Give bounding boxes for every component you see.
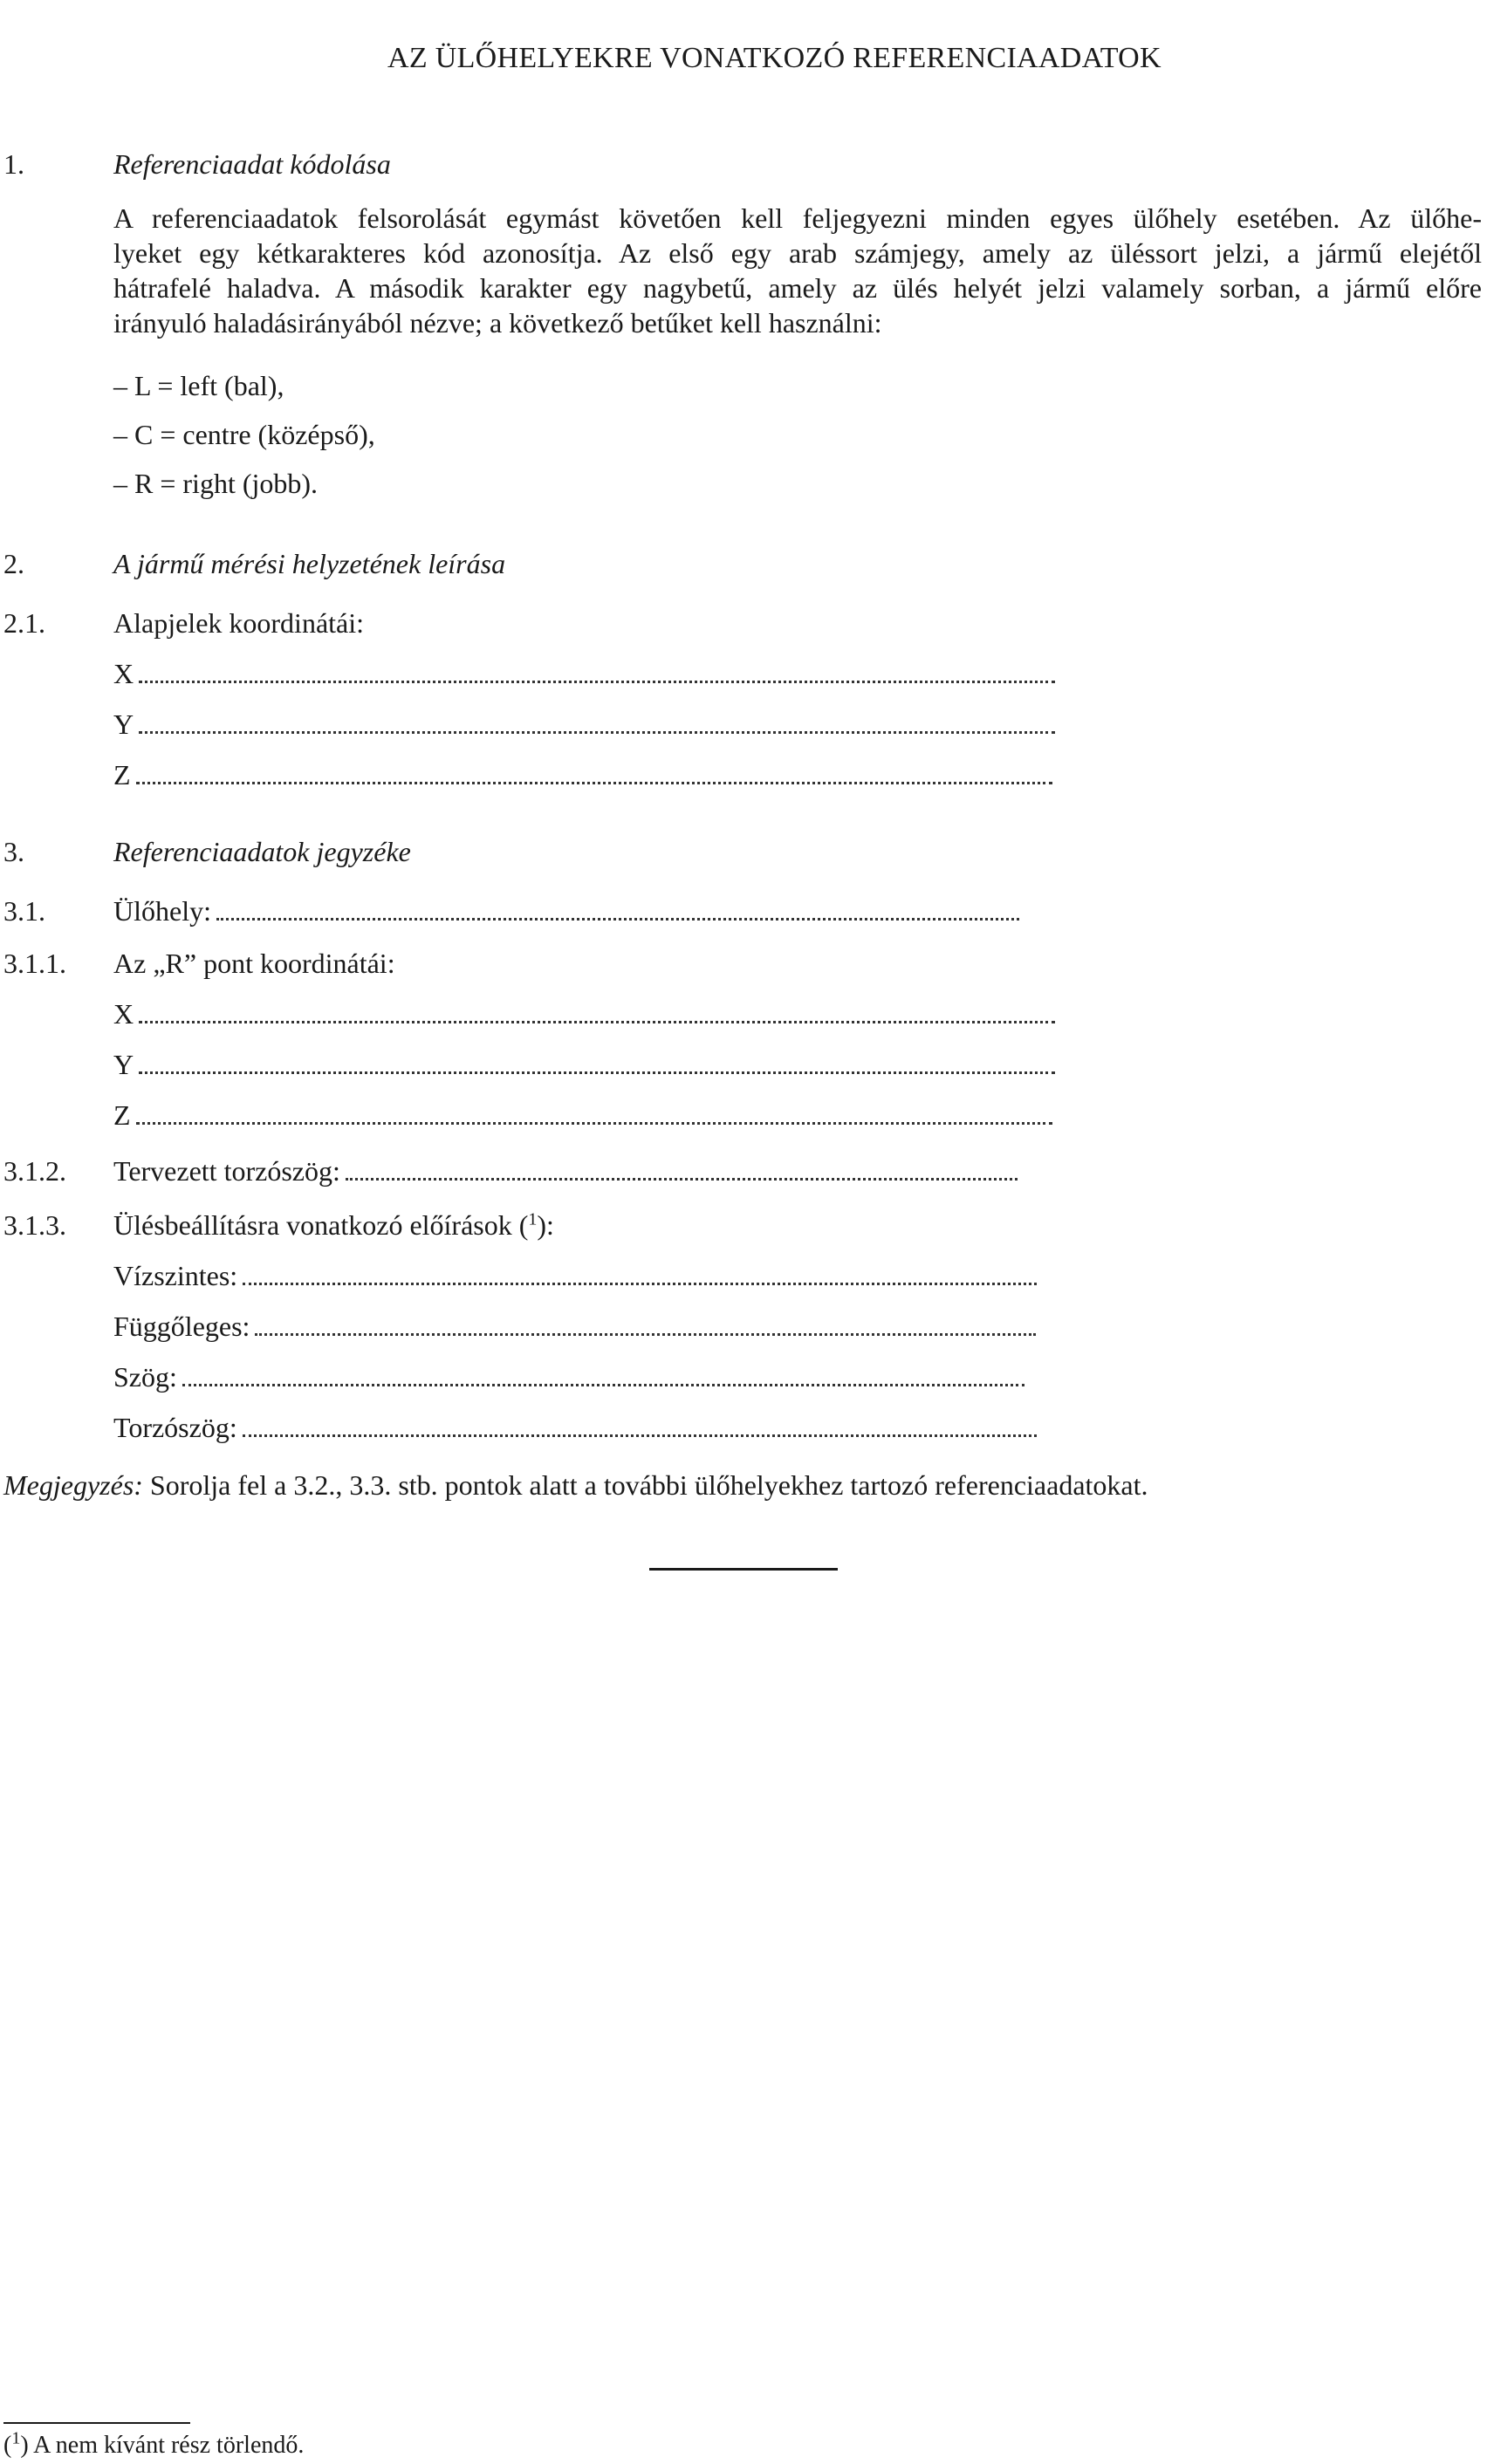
dotted-fill — [216, 893, 1019, 921]
paragraph-line: irányuló haladásirányából nézve; a következő betűket kell használni: — [113, 307, 882, 339]
section-2-1-label: Alapjelek koordinátái: — [113, 607, 365, 639]
dotted-fill — [139, 656, 1055, 683]
footnote-rule — [3, 2422, 190, 2424]
seat-label: Ülőhely: — [113, 895, 211, 927]
section-2-heading: A jármű mérési helyzetének leírása — [113, 548, 506, 579]
adjust-label: Torzószög: — [113, 1412, 237, 1443]
section-3-1-1-number: 3.1.1. — [3, 948, 66, 979]
note — [3, 1468, 1148, 1502]
vertical-field — [113, 1309, 1065, 1344]
dotted-fill — [243, 1410, 1037, 1437]
base-z-field — [113, 757, 1065, 792]
label-tail: ): — [537, 1209, 554, 1241]
section-2-number: 2. — [3, 548, 24, 579]
adjust-label: Függőleges: — [113, 1311, 250, 1342]
adjust-label: Vízszintes: — [113, 1260, 238, 1291]
section-1-paragraph — [113, 201, 1482, 340]
footnote-number: 1 — [11, 2428, 21, 2448]
note-text: Sorolja fel a 3.2., 3.3. stb. pontok alatt a további ülőhelyekhez tartozó referenciaadatokat. — [142, 1469, 1148, 1501]
section-3-number: 3. — [3, 836, 24, 867]
end-rule — [649, 1568, 838, 1571]
section-3-1-1-label: Az „R” pont koordinátái: — [113, 948, 395, 979]
coord-label: X — [113, 658, 134, 689]
coord-label: X — [113, 998, 134, 1030]
dotted-fill — [136, 1098, 1052, 1125]
dotted-fill — [139, 996, 1055, 1023]
section-3-heading: Referenciaadatok jegyzéke — [113, 836, 411, 867]
horizontal-field — [113, 1258, 1065, 1293]
seat-field — [113, 893, 1065, 928]
torso-field — [113, 1410, 1065, 1445]
adjust-label: Szög: — [113, 1361, 177, 1393]
footnote-text: A nem kívánt rész törlendő. — [28, 2432, 305, 2459]
section-3-1-2-number: 3.1.2. — [3, 1155, 66, 1187]
section-3-1-number: 3.1. — [3, 895, 45, 927]
label-text: Ülésbeállításra vonatkozó előírások ( — [113, 1209, 529, 1241]
r-point-y-field — [113, 1047, 1065, 1082]
dotted-fill — [182, 1359, 1024, 1386]
base-x-field — [113, 656, 1065, 691]
page-title: AZ ÜLŐHELYEKRE VONATKOZÓ REFERENCIAADATOK — [387, 42, 1162, 74]
section-3-1-3-label — [113, 1208, 554, 1242]
paragraph-line: A referenciaadatok felsorolását egymást követően kell feljegyezni minden egyes ülőhely esetében. Az ülőhe- — [113, 202, 1482, 234]
coord-label: Z — [113, 1099, 131, 1131]
dotted-fill — [243, 1258, 1037, 1285]
footnote: ($^1$) A nem kívánt rész törlendő. — [3, 2428, 305, 2459]
footnote-ref: 1 — [528, 1209, 538, 1229]
r-point-x-field — [113, 996, 1065, 1031]
torso-angle-label: Tervezett torzószög: — [113, 1155, 340, 1187]
coord-label: Z — [113, 759, 131, 791]
section-2-1-number: 2.1. — [3, 607, 45, 639]
paragraph-line: hátrafelé haladva. A második karakter egy nagybetű, amely az ülés helyét jelzi valamely sorban, a jármű előre — [113, 272, 1482, 304]
section-1-number: 1. — [3, 148, 24, 180]
dotted-fill — [139, 707, 1055, 734]
dotted-fill — [255, 1309, 1036, 1336]
coord-label: Y — [113, 1049, 134, 1080]
torso-angle-field — [113, 1153, 1065, 1188]
base-y-field — [113, 707, 1065, 742]
dotted-fill — [139, 1047, 1055, 1074]
bullet-right: – R = right (jobb). — [113, 468, 319, 499]
r-point-z-field — [113, 1098, 1065, 1133]
dotted-fill — [346, 1153, 1018, 1181]
coord-label: Y — [113, 708, 134, 740]
section-3-1-3-number: 3.1.3. — [3, 1209, 66, 1241]
angle-field — [113, 1359, 1065, 1394]
paragraph-line: lyeket egy kétkarakteres kód azonosítja. Az első egy arab számjegy, amely az üléssort jelzi, a jármű elejétől — [113, 237, 1482, 269]
section-1-heading: Referenciaadat kódolása — [113, 148, 391, 180]
bullet-left: – L = left (bal), — [113, 370, 284, 401]
note-lead: Megjegyzés: — [3, 1469, 143, 1501]
bullet-centre: – C = centre (középső), — [113, 419, 375, 450]
dotted-fill — [136, 757, 1052, 784]
